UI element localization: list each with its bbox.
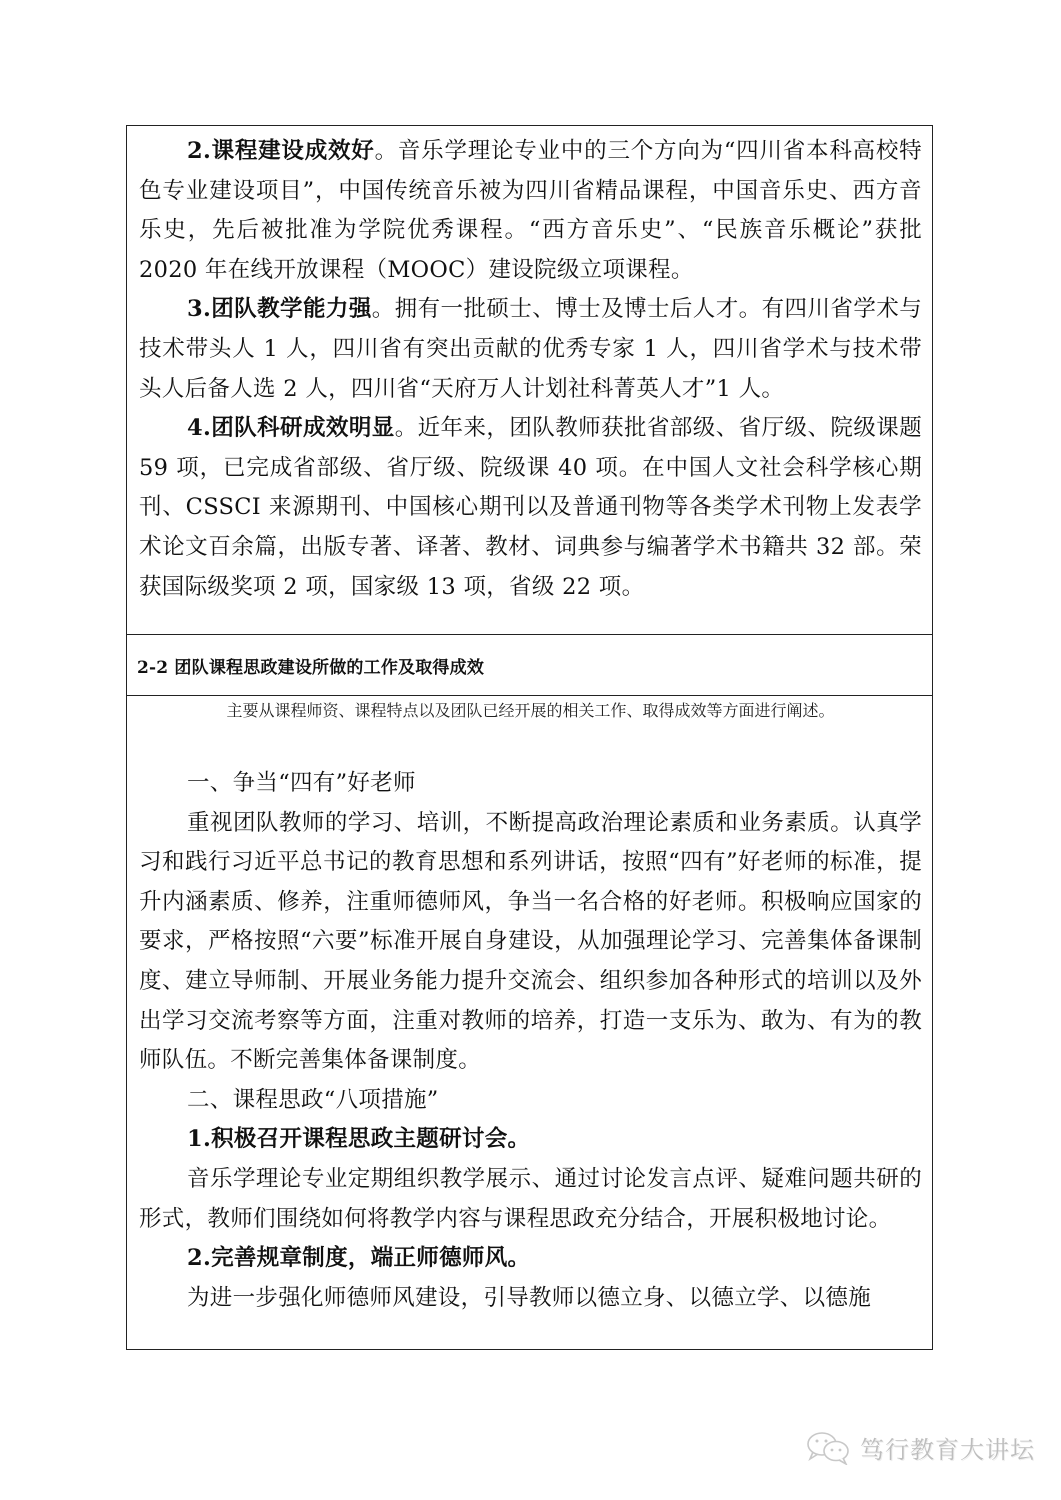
item-title: 2.课程建设成效好 (187, 138, 375, 164)
paragraph-course-building (139, 132, 922, 290)
item-title: 4.团队科研成效明显 (187, 415, 395, 442)
section-heading-cell (127, 634, 932, 696)
item-title: 3.团队教学能力强 (187, 296, 372, 323)
measure1-title-text: 1.积极召开课程思政主题研讨会。 (187, 1126, 531, 1153)
watermark-text: 笃行教育大讲坛 (860, 1436, 1035, 1464)
section-body-cell (127, 696, 932, 1349)
item-text: 。近年来，团队教师获批省部级、省厅级、院级课题 59 项，已完成省部级、省厅级、院级课 40 项。在中国人文社会科学核心期刊、CSSCI 来源期刊、中国核心期刊以及普通刊物等各类学术刊物上发表学术论文百余篇，出版专著、译著、教材、词典参与编著学术书籍共 32 部。荣获国际级奖项 2 项，国家级 13 项，省级 22 项。 (139, 415, 922, 600)
measure1-text: 音乐学理论专业定期组织教学展示、通过讨论发言点评、疑难问题共研的形式，教师们围绕如何将教学内容与课程思政充分结合，开展积极地讨论。 (139, 1165, 922, 1232)
measure2-title-text: 2.完善规章制度，端正师德师风。 (187, 1245, 531, 1272)
measure2-text: 为进一步强化师德师风建设，引导教师以德立身、以德立学、以德施 (187, 1284, 872, 1311)
wechat-icon (806, 1431, 852, 1465)
paragraph-research-results (139, 409, 922, 607)
measure2-title (139, 1239, 922, 1279)
spacer (139, 726, 922, 764)
instruction-hint: 主要从课程师资、课程特点以及团队已经开展的相关工作、取得成效等方面进行阐述。 (226, 701, 835, 720)
item-text: 。拥有一批硕士、博士及博士后人才。有四川省学术与技术带头人 1 人，四川省有突出贡献的优秀专家 1 人，四川省学术与技术带头人后备人选 2 人，四川省“天府万人计划社科菁英人才”1 人。 (139, 296, 922, 402)
watermark (806, 1430, 1035, 1465)
part1-text: 重视团队教师的学习、培训，不断提高政治理论素质和业务素质。认真学习和践行习近平总书记的教育思想和系列讲话，按照“四有”好老师的标准，提升内涵素质、修养，注重师德师风，争当一名合格的好老师。积极响应国家的要求，严格按照“六要”标准开展自身建设，从加强理论学习、完善集体备课制度、建立导师制、开展业务能力提升交流会、组织参加各种形式的培训以及外出学习交流考察等方面，注重对教师的培养，打造一支乐为、敢为、有为的教师队伍。不断完善集体备课制度。 (139, 809, 922, 1074)
section-heading: 2-2 团队课程思政建设所做的工作及取得成效 (137, 657, 485, 678)
measure1-title (139, 1120, 922, 1160)
item-text: 。音乐学理论专业中的三个方向为“四川省本科高校特色专业建设项目”，中国传统音乐被为四川省精品课程，中国音乐史、西方音乐史，先后被批准为学院优秀课程。“西方音乐史”、“民族音乐概论”获批 2020 年在线开放课程（MOOC）建设院级立项课程。 (139, 138, 922, 283)
part1-title: 一、争当“四有”好老师 (187, 770, 416, 796)
document-table (126, 125, 933, 1350)
paragraph-teaching-ability (139, 290, 922, 409)
achievements-cell (127, 126, 932, 634)
part2-title: 二、课程思政“八项措施” (187, 1086, 439, 1113)
